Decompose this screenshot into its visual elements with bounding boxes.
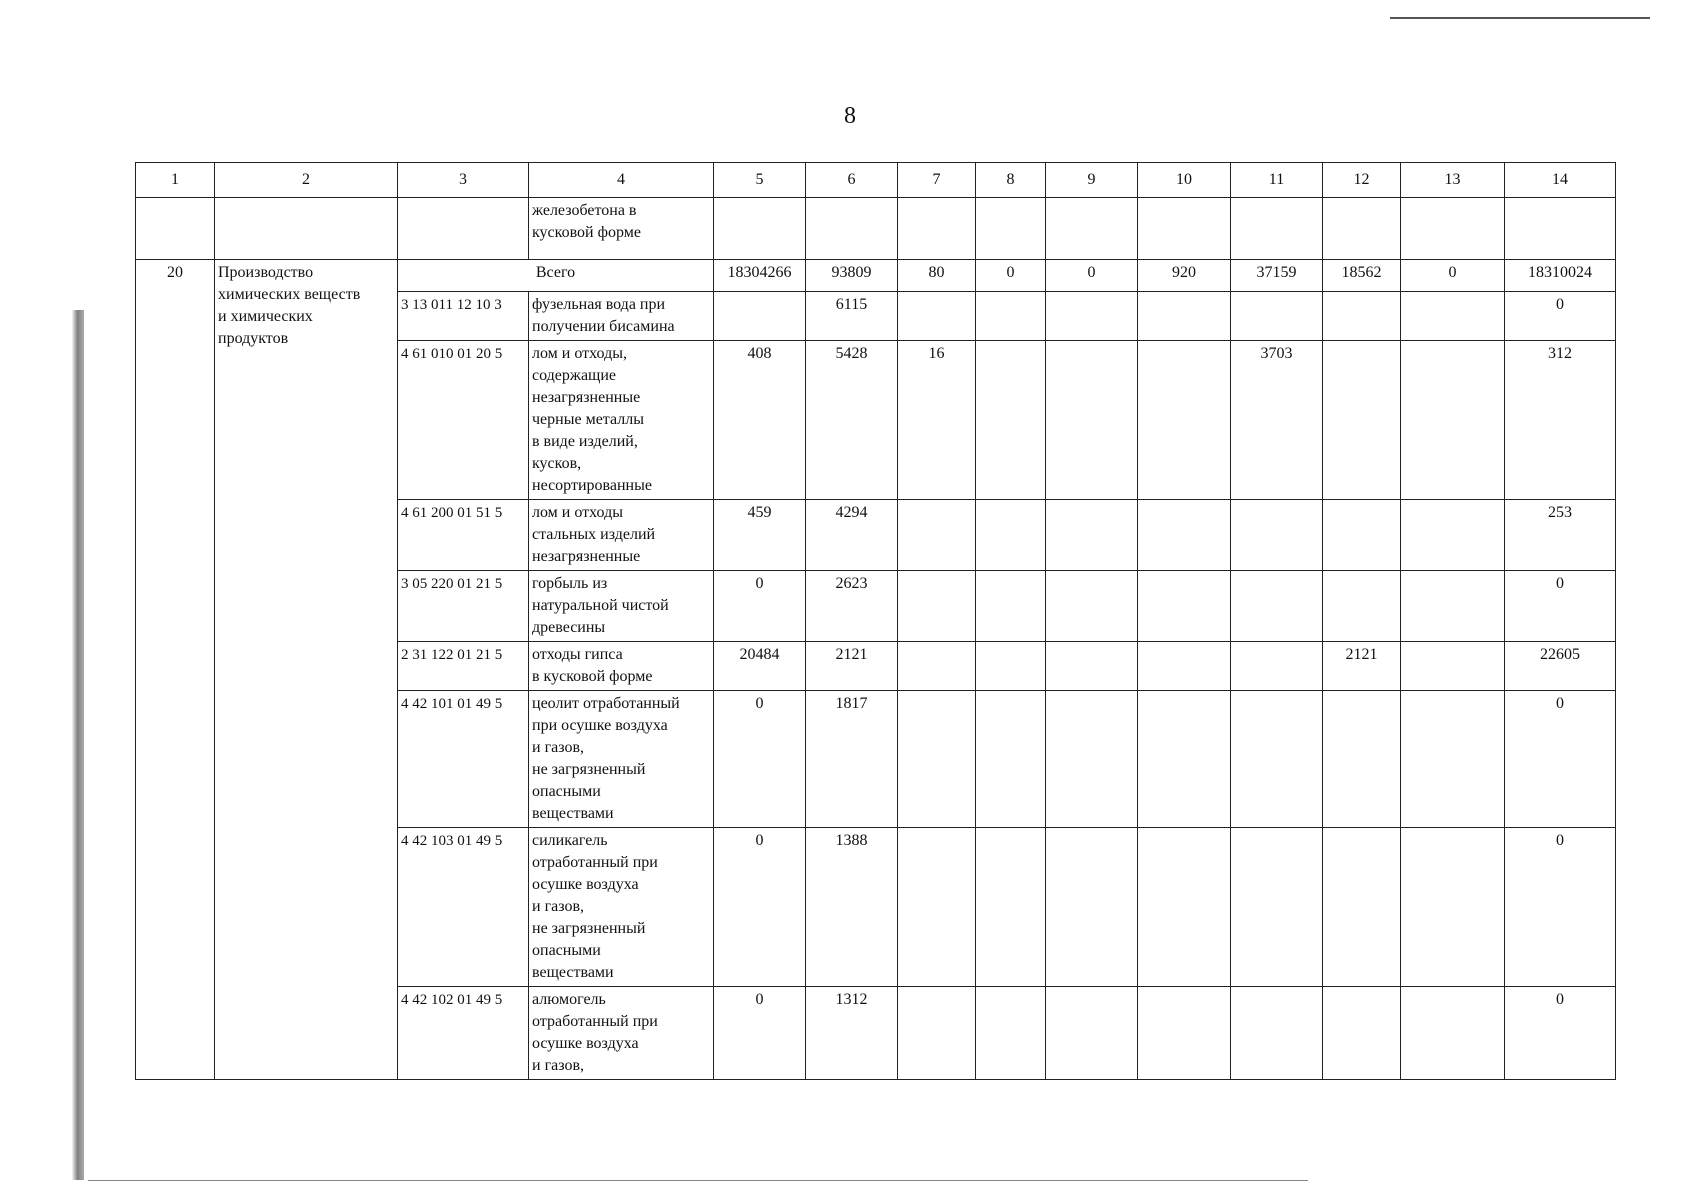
waste-name: лом и отходы, содержащие незагрязненные черные металлы в виде изделий, кусков, несортированные [529,341,714,500]
value-cell: 2623 [806,571,898,642]
value-cell: 0 [714,571,806,642]
page-number: 8 [844,103,856,129]
column-number-cell: 2 [215,163,398,198]
column-number-cell: 1 [136,163,215,198]
value-cell [1138,571,1231,642]
value-cell: 408 [714,341,806,500]
value-cell [1138,500,1231,571]
column-number-cell: 5 [714,163,806,198]
value-cell: 0 [714,987,806,1080]
value-cell [976,571,1046,642]
group-number: 20 [136,260,215,1080]
value-cell [1138,691,1231,828]
value-cell [1046,691,1138,828]
cell-empty [714,198,806,260]
total-value: 18310024 [1505,260,1616,292]
column-number-cell: 3 [398,163,529,198]
value-cell [976,341,1046,500]
cell-empty [898,198,976,260]
value-cell: 6115 [806,292,898,341]
value-cell [1231,571,1323,642]
column-number-cell: 9 [1046,163,1138,198]
value-cell [898,691,976,828]
value-cell [1401,571,1505,642]
value-cell: 4294 [806,500,898,571]
value-cell [898,571,976,642]
waste-name: горбыль из натуральной чистой древесины [529,571,714,642]
waste-code: 3 05 220 01 21 5 [398,571,529,642]
waste-name: силикагель отработанный при осушке воздуха и газов, не загрязненный опасными веществами [529,828,714,987]
total-value: 0 [1046,260,1138,292]
waste-name: алюмогель отработанный при осушке воздуха и газов, [529,987,714,1080]
value-cell [1046,571,1138,642]
value-cell: 0 [1505,828,1616,987]
value-cell [976,828,1046,987]
cell-empty [976,198,1046,260]
value-cell: 2121 [1323,642,1401,691]
value-cell [1401,341,1505,500]
waste-code: 4 42 103 01 49 5 [398,828,529,987]
waste-name: цеолит отработанный при осушке воздуха и газов, не загрязненный опасными веществами [529,691,714,828]
column-number-cell: 13 [1401,163,1505,198]
cell-empty [398,198,529,260]
value-cell [976,500,1046,571]
cell-empty [1138,198,1231,260]
total-value: 37159 [1231,260,1323,292]
total-value: 920 [1138,260,1231,292]
value-cell [1323,828,1401,987]
total-value: 80 [898,260,976,292]
value-cell [976,691,1046,828]
waste-name: фузельная вода при получении бисамина [529,292,714,341]
value-cell: 20484 [714,642,806,691]
column-number-cell: 11 [1231,163,1323,198]
value-cell [1046,828,1138,987]
value-cell: 22605 [1505,642,1616,691]
value-cell [1046,341,1138,500]
value-cell [714,292,806,341]
value-cell [1138,987,1231,1080]
cell-empty [136,198,215,260]
top-rule [1390,17,1650,19]
value-cell [1046,987,1138,1080]
value-cell [1401,691,1505,828]
column-number-cell: 12 [1323,163,1401,198]
column-number-row [136,163,1616,198]
cell-empty [1046,198,1138,260]
waste-name: лом и отходы стальных изделий незагрязненные [529,500,714,571]
value-cell [1231,828,1323,987]
value-cell [898,642,976,691]
activity-name: Производство химических веществ и химических продуктов [215,260,398,1080]
value-cell [1138,828,1231,987]
value-cell [1046,292,1138,341]
total-value: 18562 [1323,260,1401,292]
total-value: 93809 [806,260,898,292]
value-cell [898,987,976,1080]
value-cell: 1312 [806,987,898,1080]
total-value: 0 [1401,260,1505,292]
value-cell [1046,642,1138,691]
value-cell: 16 [898,341,976,500]
value-cell [1401,500,1505,571]
value-cell: 253 [1505,500,1616,571]
value-cell [1138,642,1231,691]
cell-empty [1323,198,1401,260]
cell-empty [1401,198,1505,260]
value-cell: 1817 [806,691,898,828]
cell-empty [215,198,398,260]
total-label: Всего [398,260,714,292]
column-number-cell: 4 [529,163,714,198]
continuation-row [136,198,1616,260]
cell-empty [1505,198,1616,260]
value-cell [1323,292,1401,341]
value-cell [1046,500,1138,571]
value-cell [1401,987,1505,1080]
value-cell: 312 [1505,341,1616,500]
waste-table [135,162,1616,1080]
group-total-row [136,260,1616,292]
value-cell [898,828,976,987]
value-cell [1401,642,1505,691]
waste-code: 2 31 122 01 21 5 [398,642,529,691]
cell-empty [806,198,898,260]
waste-code: 4 42 102 01 49 5 [398,987,529,1080]
value-cell: 459 [714,500,806,571]
value-cell [1231,292,1323,341]
waste-code: 4 61 200 01 51 5 [398,500,529,571]
value-cell [1401,828,1505,987]
value-cell [1138,292,1231,341]
value-cell: 0 [714,828,806,987]
value-cell: 0 [714,691,806,828]
value-cell [1323,500,1401,571]
value-cell [1401,292,1505,341]
value-cell [1231,691,1323,828]
value-cell [1323,341,1401,500]
value-cell [976,642,1046,691]
column-number-cell: 8 [976,163,1046,198]
value-cell [1231,642,1323,691]
total-value: 18304266 [714,260,806,292]
value-cell: 1388 [806,828,898,987]
value-cell [898,500,976,571]
value-cell: 5428 [806,341,898,500]
waste-name: железобетона в кусковой форме [529,198,714,260]
value-cell: 0 [1505,691,1616,828]
cell-empty [1231,198,1323,260]
waste-name: отходы гипса в кусковой форме [529,642,714,691]
column-number-cell: 10 [1138,163,1231,198]
waste-code: 4 42 101 01 49 5 [398,691,529,828]
waste-code: 3 13 011 12 10 3 [398,292,529,341]
value-cell [1323,571,1401,642]
value-cell [1231,500,1323,571]
value-cell: 0 [1505,292,1616,341]
total-value: 0 [976,260,1046,292]
value-cell: 2121 [806,642,898,691]
value-cell: 3703 [1231,341,1323,500]
value-cell: 0 [1505,571,1616,642]
value-cell [976,987,1046,1080]
value-cell [1323,691,1401,828]
value-cell [898,292,976,341]
value-cell: 0 [1505,987,1616,1080]
column-number-cell: 14 [1505,163,1616,198]
waste-code: 4 61 010 01 20 5 [398,341,529,500]
scan-edge-shadow [72,310,84,1180]
column-number-cell: 7 [898,163,976,198]
value-cell [976,292,1046,341]
value-cell [1231,987,1323,1080]
value-cell [1138,341,1231,500]
value-cell [1323,987,1401,1080]
bottom-rule [88,1180,1308,1181]
column-number-cell: 6 [806,163,898,198]
